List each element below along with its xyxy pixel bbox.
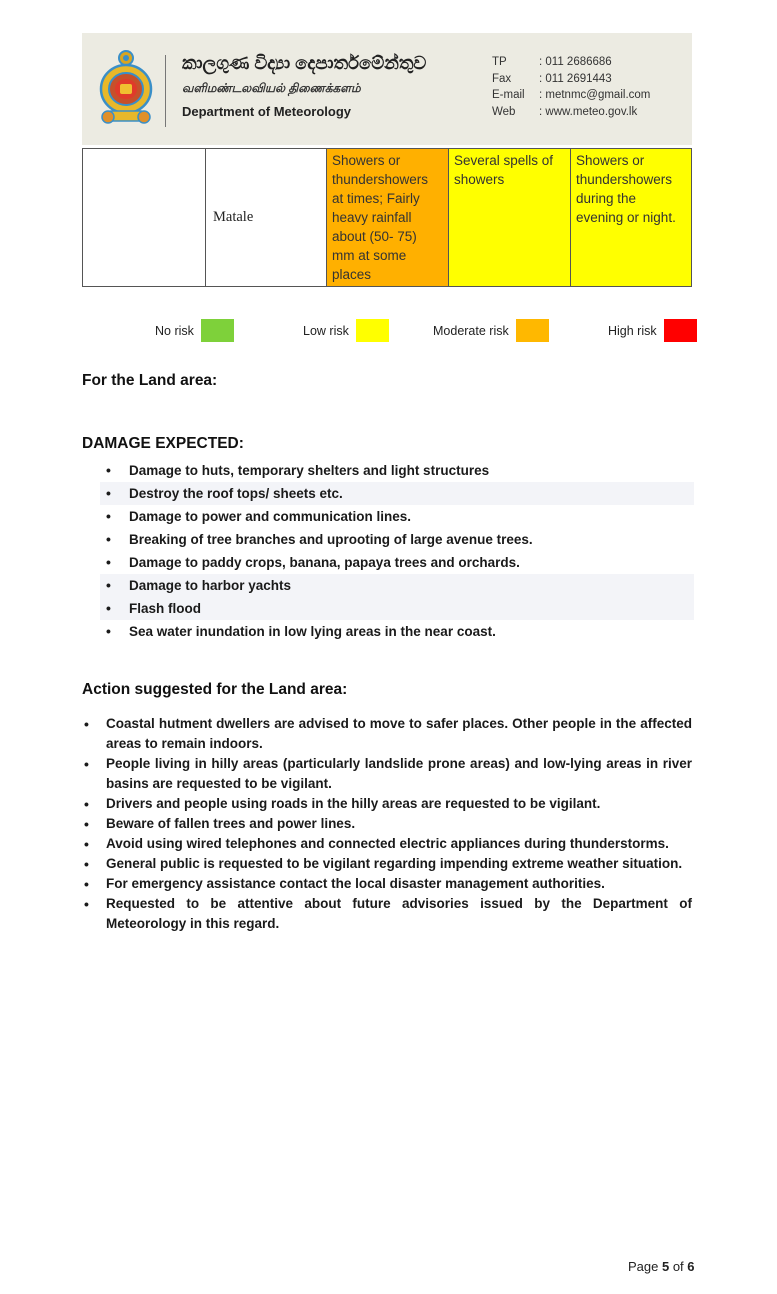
list-item: • Flash flood bbox=[100, 597, 694, 620]
damage-list bbox=[100, 459, 694, 643]
dept-name-sinhala: කාලගුණ විද්‍යා දෙපාර්තමේන්තුව bbox=[182, 53, 427, 73]
contact-email bbox=[492, 87, 650, 104]
contact-tp bbox=[492, 54, 650, 71]
list-item: • Requested to be attentive about future advisories issued by the Department of Meteorology in this regard. bbox=[82, 894, 692, 934]
list-item: • Coastal hutment dwellers are advised to move to safer places. Other people in the affected areas to remain indoors. bbox=[82, 714, 692, 754]
list-item: • Avoid using wired telephones and connected electric appliances during thunderstorms. bbox=[82, 834, 692, 854]
legend-no-risk bbox=[155, 319, 234, 342]
district-cell: Matale bbox=[206, 149, 327, 287]
letterhead-divider bbox=[165, 55, 166, 127]
contact-value[interactable]: : metnmc@gmail.com bbox=[539, 89, 651, 101]
legend-label: Low risk bbox=[303, 323, 349, 338]
list-item: • Breaking of tree branches and uprooting of large avenue trees. bbox=[100, 528, 694, 551]
list-item: • Drivers and people using roads in the hilly areas are requested to be vigilant. bbox=[82, 794, 692, 814]
page-total: 6 bbox=[687, 1259, 695, 1274]
contact-value: : 011 2686686 bbox=[539, 56, 612, 68]
legend-swatch bbox=[201, 319, 234, 342]
legend-label: High risk bbox=[608, 323, 657, 338]
list-item: • Beware of fallen trees and power lines. bbox=[82, 814, 692, 834]
page-of: of bbox=[669, 1259, 688, 1274]
dept-name-tamil: வளிமண்டலவியல் திணைக்களம் bbox=[182, 81, 361, 95]
forecast-cell-moderate bbox=[327, 149, 449, 287]
contact-label: Web bbox=[492, 105, 516, 118]
legend-moderate-risk bbox=[433, 319, 549, 342]
forecast-text: Several spells of showers bbox=[454, 153, 554, 187]
forecast-text: Showers or thundershowers at times; Fairly heavy rainfall about (50- 75) mm at some places bbox=[332, 153, 429, 282]
forecast-cell-low bbox=[571, 149, 692, 287]
list-item: • People living in hilly areas (particularly landslide prone areas) and low-lying areas in river basins are requested to be vigilant. bbox=[82, 754, 692, 794]
legend-swatch bbox=[664, 319, 697, 342]
list-item: • General public is requested to be vigilant regarding impending extreme weather situation. bbox=[82, 854, 692, 874]
page-current: 5 bbox=[661, 1259, 670, 1274]
list-item: • Sea water inundation in low lying areas in the near coast. bbox=[100, 620, 694, 643]
contact-value[interactable]: : www.meteo.gov.lk bbox=[539, 105, 638, 118]
list-item: • Damage to paddy crops, banana, papaya trees and orchards. bbox=[100, 551, 694, 574]
contact-value: : 011 2691443 bbox=[539, 72, 612, 85]
page-prefix: Page bbox=[628, 1259, 662, 1274]
legend-label: No risk bbox=[155, 323, 194, 338]
forecast-table bbox=[82, 148, 692, 287]
table-row bbox=[83, 149, 692, 287]
legend-label: Moderate risk bbox=[433, 323, 509, 338]
action-list bbox=[82, 714, 692, 934]
letterhead bbox=[82, 33, 692, 145]
contact-web bbox=[492, 104, 650, 121]
contact-label: TP bbox=[492, 56, 507, 68]
forecast-cell-low bbox=[449, 149, 571, 287]
sri-lanka-emblem-icon bbox=[98, 49, 154, 127]
legend-swatch bbox=[356, 319, 389, 342]
page-number bbox=[628, 1259, 695, 1274]
contact-fax bbox=[492, 71, 650, 88]
forecast-text: Showers or thundershowers during the evening or night. bbox=[576, 153, 676, 225]
action-heading: Action suggested for the Land area: bbox=[82, 681, 348, 698]
contact-block bbox=[492, 54, 650, 120]
contact-label: E-mail bbox=[492, 89, 525, 101]
table-cell-blank bbox=[83, 149, 206, 287]
list-item: • Destroy the roof tops/ sheets etc. bbox=[100, 482, 694, 505]
legend-high-risk bbox=[608, 319, 697, 342]
damage-heading: DAMAGE EXPECTED: bbox=[82, 435, 244, 452]
legend-low-risk bbox=[303, 319, 389, 342]
list-item: • Damage to harbor yachts bbox=[100, 574, 694, 597]
legend-swatch bbox=[516, 319, 549, 342]
contact-label: Fax bbox=[492, 72, 512, 85]
list-item: • Damage to power and communication lines. bbox=[100, 505, 694, 528]
land-area-heading: For the Land area: bbox=[82, 372, 218, 389]
list-item: • Damage to huts, temporary shelters and light structures bbox=[100, 459, 694, 482]
risk-legend bbox=[0, 319, 777, 345]
list-item: • For emergency assistance contact the local disaster management authorities. bbox=[82, 874, 692, 894]
dept-name-english: Department of Meteorology bbox=[182, 104, 352, 119]
